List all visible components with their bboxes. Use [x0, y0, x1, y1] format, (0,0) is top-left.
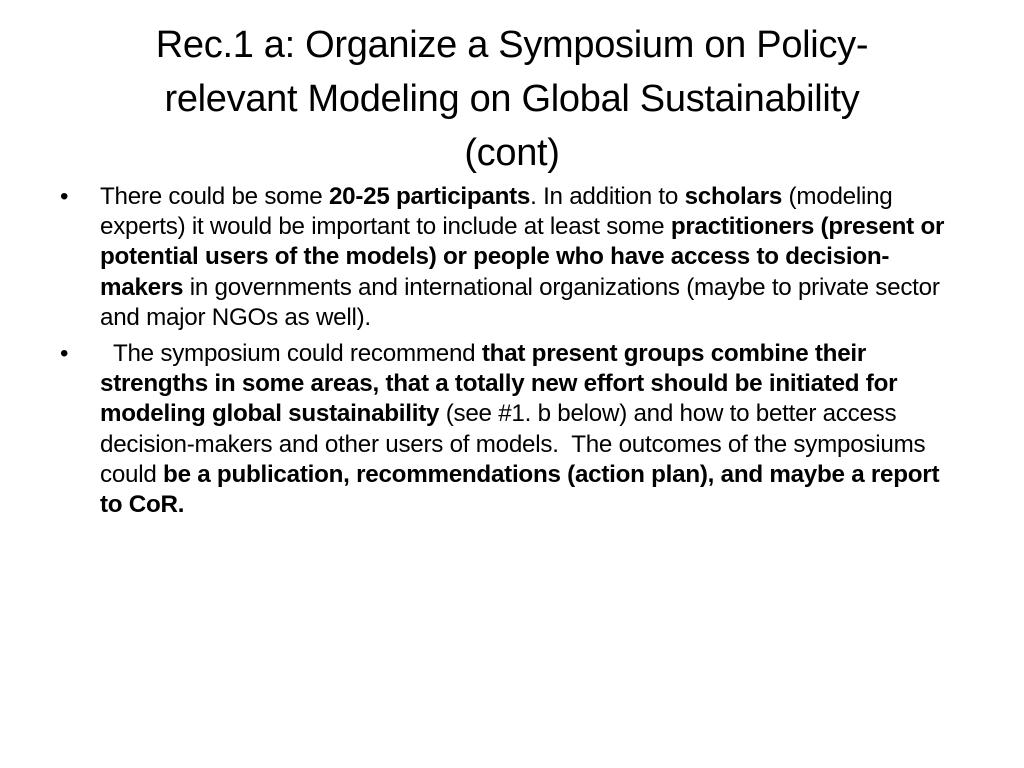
bold-text-segment: 20-25 participants — [328, 183, 531, 210]
bullet-icon — [60, 182, 80, 212]
text-segment: in governments and international organizations (maybe to private sector and major NGOs as well). — [100, 273, 940, 331]
text-segment: . In addition to — [530, 183, 685, 210]
text-segment: (see #1. b below) and how to better access decision-makers and other users of models. The outcomes of the symposiums could — [100, 400, 932, 488]
title-line: relevant Modeling on Global Sustainability — [164, 78, 860, 120]
bullet-item — [60, 339, 960, 520]
bullet-icon — [60, 339, 80, 369]
title-line: Rec.1 a: Organize a Symposium on Policy- — [155, 24, 869, 66]
bold-text-segment: practitioners (present or potential users of the models) or people who have access to decision-makers — [100, 213, 945, 301]
slide-title — [90, 18, 934, 180]
bold-text-segment: scholars — [684, 183, 783, 210]
bullet-text — [100, 340, 946, 518]
bold-text-segment: that present groups combine their strengths in some areas, that a totally new effort should be initiated for modeling global sustainability — [100, 340, 904, 428]
text-segment: The symposium could recommend — [100, 340, 482, 368]
bullet-item — [60, 182, 960, 333]
bold-text-segment: be a publication, recommendations (action plan), and maybe a report to CoR. — [100, 460, 946, 519]
text-segment: There could be some — [100, 183, 329, 210]
bullet-text — [100, 183, 944, 331]
title-line: (cont) — [464, 132, 560, 174]
bullet-list — [60, 182, 960, 526]
text-segment: (modeling experts) it would be important to include at least some — [100, 183, 893, 241]
